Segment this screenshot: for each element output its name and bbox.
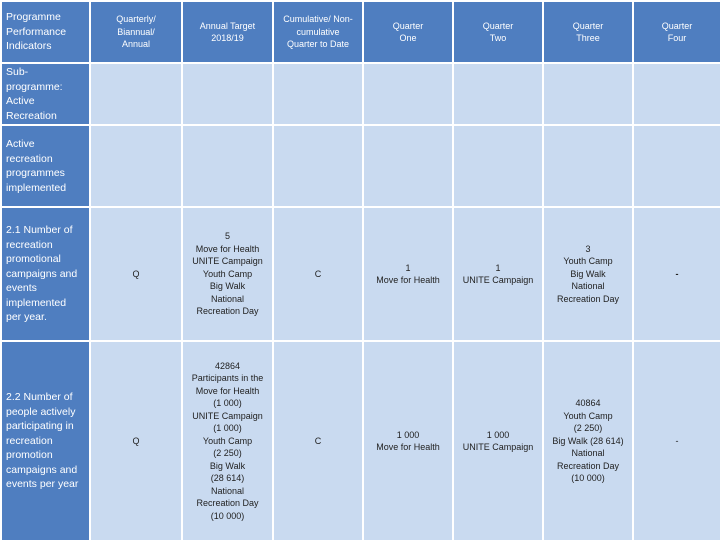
annual-target-cell: 42864 Participants in the Move for Health (1 000) UNITE Campaign (1 000) Youth Camp (2 250) Big Walk (28 614) National Recreation Day (10 000)	[182, 341, 273, 541]
header-quarter-two: Quarter Two	[453, 1, 543, 63]
header-indicators: Programme Performance Indicators	[1, 1, 90, 63]
quarter-one-cell: 1 Move for Health	[363, 207, 453, 341]
quarter-three-cell: 40864 Youth Camp (2 250) Big Walk (28 614) National Recreation Day (10 000)	[543, 341, 633, 541]
header-frequency: Quarterly/ Biannual/ Annual	[90, 1, 182, 63]
header-quarter-one: Quarter One	[363, 1, 453, 63]
empty-cell	[273, 125, 363, 207]
section-row-programmes	[1, 125, 720, 207]
empty-cell	[543, 63, 633, 125]
header-annual-target: Annual Target 2018/19	[182, 1, 273, 63]
table-row	[1, 341, 720, 541]
header-quarter-four: Quarter Four	[633, 1, 720, 63]
header-cumulative: Cumulative/ Non- cumulative Quarter to Date	[273, 1, 363, 63]
empty-cell	[363, 63, 453, 125]
empty-cell	[182, 125, 273, 207]
quarter-three-cell: 3 Youth Camp Big Walk National Recreation Day	[543, 207, 633, 341]
empty-cell	[363, 125, 453, 207]
header-quarter-three: Quarter Three	[543, 1, 633, 63]
empty-cell	[90, 63, 182, 125]
frequency-cell: Q	[90, 207, 182, 341]
cumulative-cell: C	[273, 341, 363, 541]
annual-target-cell: 5 Move for Health UNITE Campaign Youth Camp Big Walk National Recreation Day	[182, 207, 273, 341]
programmes-label: Active recreation programmes implemented	[1, 125, 90, 207]
empty-cell	[453, 63, 543, 125]
empty-cell	[90, 125, 182, 207]
table-row	[1, 207, 720, 341]
cumulative-cell: C	[273, 207, 363, 341]
quarter-four-cell: -	[633, 341, 720, 541]
empty-cell	[182, 63, 273, 125]
section-row-subprogramme	[1, 63, 720, 125]
empty-cell	[453, 125, 543, 207]
indicator-2-1: 2.1 Number of recreation promotional campaigns and events implemented per year.	[1, 207, 90, 341]
quarter-two-cell: 1 UNITE Campaign	[453, 207, 543, 341]
frequency-cell: Q	[90, 341, 182, 541]
header-row	[1, 1, 720, 63]
empty-cell	[273, 63, 363, 125]
quarter-four-cell: -	[633, 207, 720, 341]
quarter-one-cell: 1 000 Move for Health	[363, 341, 453, 541]
empty-cell	[633, 63, 720, 125]
quarter-two-cell: 1 000 UNITE Campaign	[453, 341, 543, 541]
indicator-2-2: 2.2 Number of people actively participating in recreation promotion campaigns and events per year	[1, 341, 90, 541]
empty-cell	[633, 125, 720, 207]
empty-cell	[543, 125, 633, 207]
subprogramme-label: Sub- programme: Active Recreation	[1, 63, 90, 125]
